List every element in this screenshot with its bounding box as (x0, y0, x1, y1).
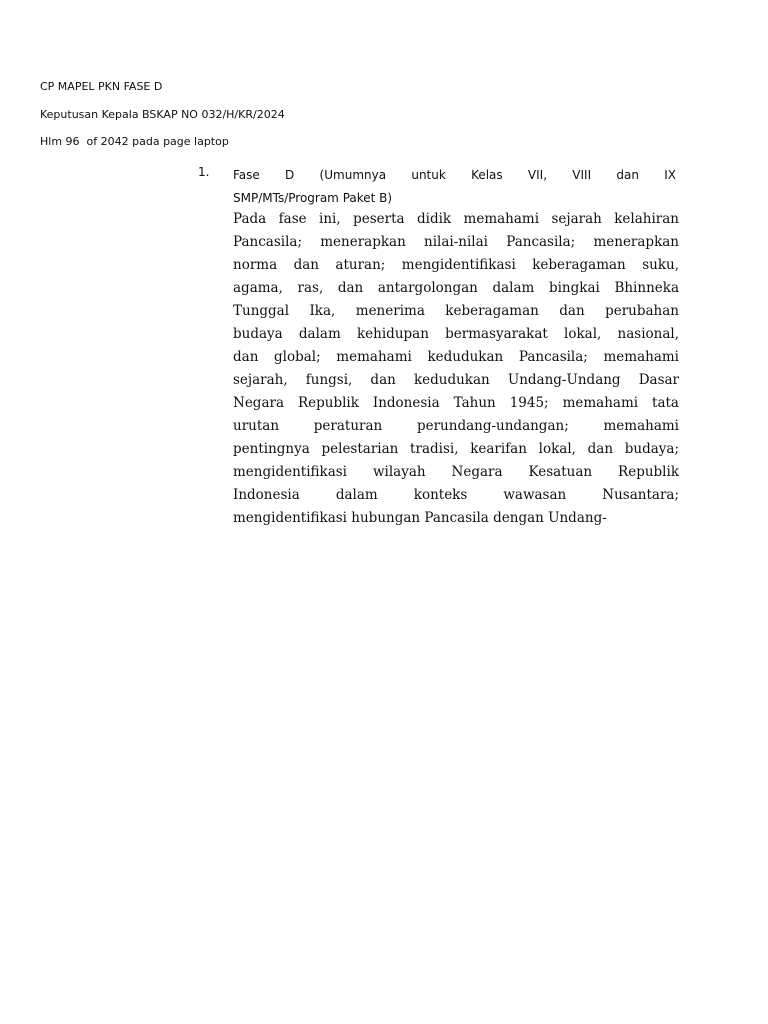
description-line: norma dan aturan; mengidentifikasi keberagaman suku, (233, 257, 679, 273)
description-line: Pancasila; menerapkan nilai-nilai Pancasila; menerapkan (233, 234, 679, 250)
description-line: agama, ras, dan antargolongan dalam bingkai Bhinneka (233, 280, 679, 296)
description-line: sejarah, fungsi, dan kedudukan Undang-Undang Dasar (233, 372, 679, 388)
page-reference: Hlm 96 of 2042 pada page laptop (40, 135, 229, 148)
phase-heading (233, 164, 676, 210)
description-line: urutan peraturan perundang-undangan; memahami (233, 418, 679, 434)
description-line: pentingnya pelestarian tradisi, kearifan lokal, dan budaya; (233, 441, 679, 457)
phase-heading-line: SMP/MTs/Program Paket B) (233, 191, 393, 205)
document-title: CP MAPEL PKN FASE D (40, 80, 163, 93)
description-line: mengidentifikasi wilayah Negara Kesatuan Republik (233, 464, 679, 480)
list-number: 1. (198, 165, 210, 179)
description-line: Tunggal Ika, menerima keberagaman dan perubahan (233, 303, 679, 319)
description-line: budaya dalam kehidupan bermasyarakat lokal, nasional, (233, 326, 679, 342)
phase-heading-line: Fase D (Umumnya untuk Kelas VII, VIII dan IX (233, 168, 676, 182)
description-line: Pada fase ini, peserta didik memahami sejarah kelahiran (233, 211, 679, 227)
description-line: Indonesia dalam konteks wawasan Nusantara; (233, 487, 679, 503)
description-line: mengidentifikasi hubungan Pancasila dengan Undang- (233, 510, 607, 526)
phase-description (233, 208, 679, 530)
description-line: dan global; memahami kedudukan Pancasila; memahami (233, 349, 679, 365)
description-line: Negara Republik Indonesia Tahun 1945; memahami tata (233, 395, 679, 411)
decree-reference: Keputusan Kepala BSKAP NO 032/H/KR/2024 (40, 108, 285, 121)
